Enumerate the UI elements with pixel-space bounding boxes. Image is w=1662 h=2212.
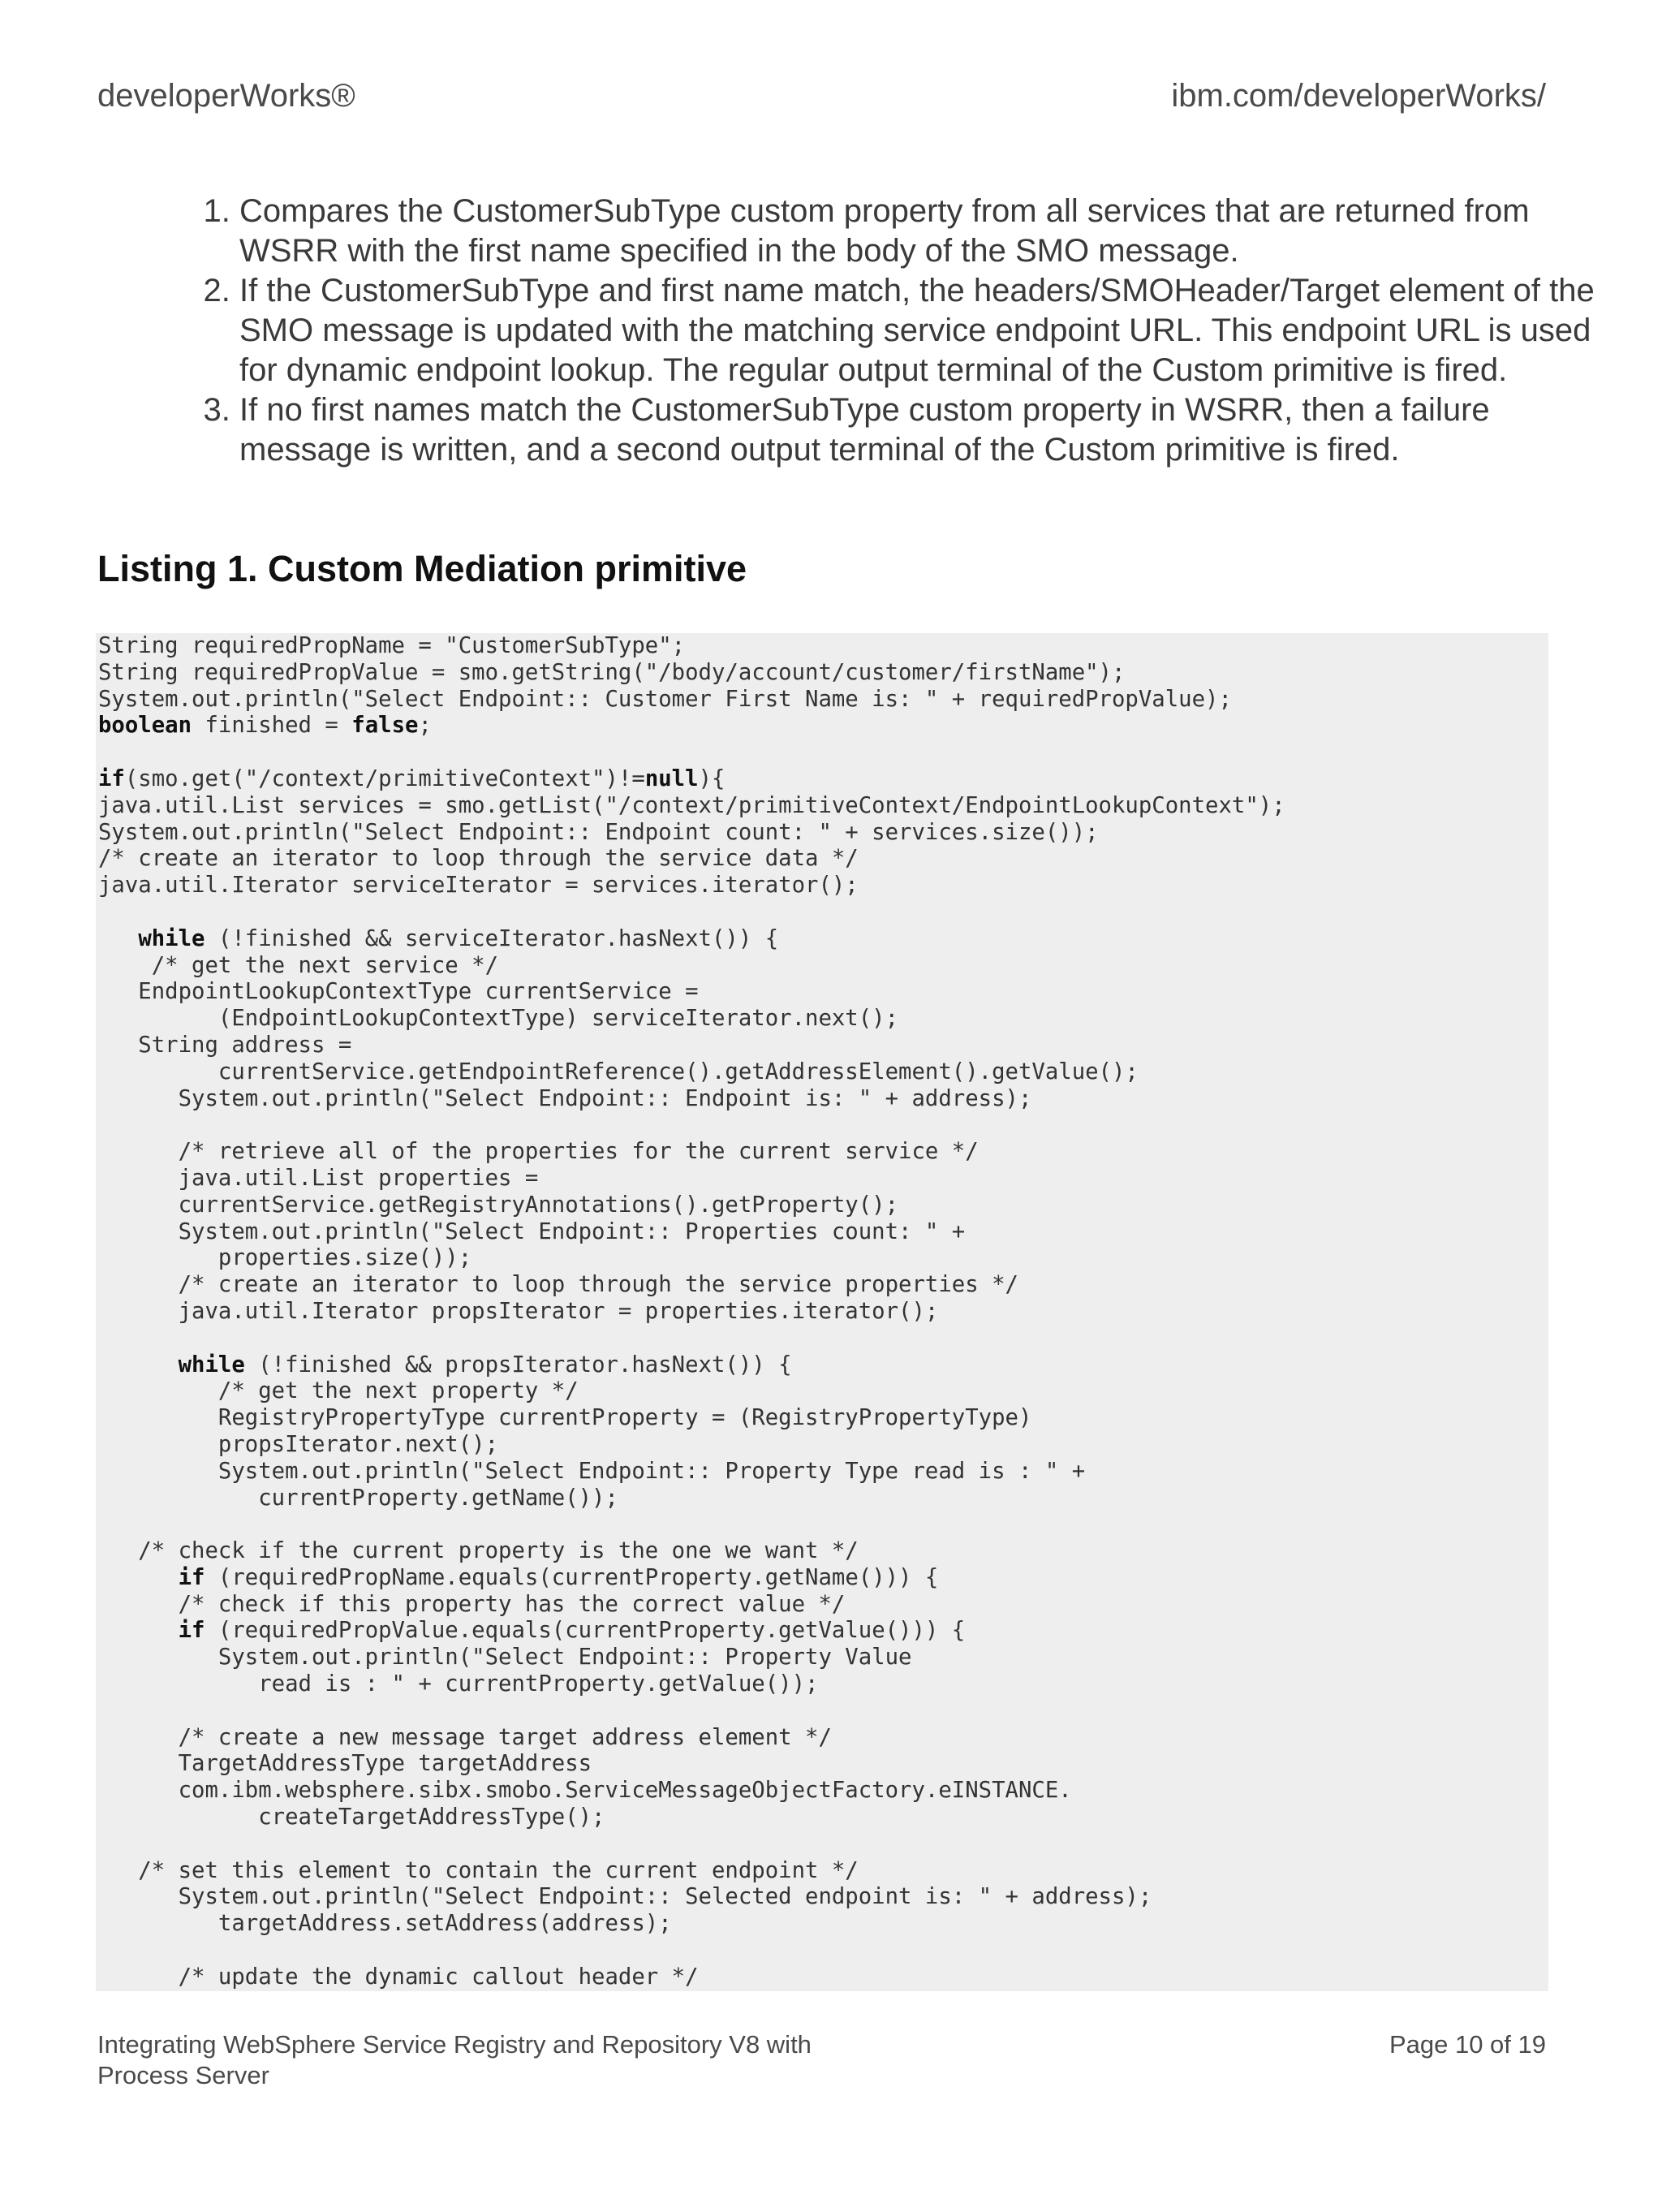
code-keyword: while [138,925,205,951]
list-item: 1. Compares the CustomerSubType custom property from all services that are returned from WSRR with the first name specified in the body of the SMO message. [239,192,1603,271]
footer-document-title [97,2029,812,2091]
header-site-url[interactable]: ibm.com/developerWorks/ [1171,78,1546,114]
list-item: 2. If the CustomerSubType and first name match, the headers/SMOHeader/Target element of the SMO message is updated with the matching service endpoint URL. This endpoint URL is used for dynamic endpoint lookup. The regular output terminal of the Custom primitive is fired. [239,271,1603,390]
code-listing [96,633,1548,1991]
footer-title-line: Integrating WebSphere Service Registry and Repository V8 with [97,2030,812,2059]
code-keyword: boolean [98,713,192,739]
list-item: 3. If no first names match the CustomerSubType custom property in WSRR, then a failure message is written, and a second output terminal of the Custom primitive is fired. [239,390,1603,470]
step-list [195,192,1603,470]
header-brand: developerWorks® [97,78,355,114]
code-keyword: while [178,1352,245,1378]
code-block: String requiredPropName = "CustomerSubType"; String requiredPropValue = smo.getString("/body/account/customer/firstName"); System.out.println("Select Endpoint:: Customer First Name is: " + requiredPropValue); boolean finished = false; if(smo.get("/context/primitiveContext")!=null){ java.util.List services = smo.getList("/context/primitiveContext/EndpointLookupContext"); System.out.println("Select Endpoint:: Endpoint count: " + services.size()); /* create an iterator to loop through the service data */ java.util.Iterator serviceIterator = services.iterator(); while (!finished && serviceIterator.hasNext()) { /* get the next service */ EndpointLookupContextType currentService = (EndpointLookupContextType) serviceIterator.next(); String address = currentService.getEndpointReference().getAddressElement().getValue(); System.out.println("Select Endpoint:: Endpoint is: " + address); /* retrieve all of the properties for the current service */ java.util.List properties = currentService.getRegistryAnnotations().getProperty(); System.out.println("Select Endpoint:: Properties count: " + properties.size()); /* create an iterator to loop through the service properties */ java.util.Iterator propsIterator = properties.iterator(); while (!finished && propsIterator.hasNext()) { /* get the next property */ RegistryPropertyType currentProperty = (RegistryPropertyType) propsIterator.next(); System.out.println("Select Endpoint:: Property Type read is : " + currentProperty.getName()); /* check if the current property is the one we want */ if (requiredPropName.equals(currentProperty.getName())) { /* check if this property has the correct value */ if (requiredPropValue.equals(currentProperty.getValue())) { System.out.println("Select Endpoint:: Property Value read is : " + currentProperty.getValue()); /* create a new message target address element */ TargetAddressType targetAddress com.ibm.websphere.sibx.smobo.ServiceMessageObjectFactory.eINSTANCE. createTargetAddressType(); /* set this element to contain the current endpoint */ System.out.println("Select Endpoint:: Selected endpoint is: " + address); targetAddress.setAddress(address); /* update the dynamic callout header */ [98,633,1285,1990]
footer-title-line: Process Server [97,2061,269,2089]
footer-page-number: Page 10 of 19 [1389,2030,1546,2059]
code-keyword: null [644,765,699,791]
code-keyword: false [351,713,419,739]
code-keyword: if [178,1564,205,1590]
listing-title: Listing 1. Custom Mediation primitive [97,548,747,589]
code-keyword: if [178,1618,205,1644]
code-keyword: if [98,765,125,791]
